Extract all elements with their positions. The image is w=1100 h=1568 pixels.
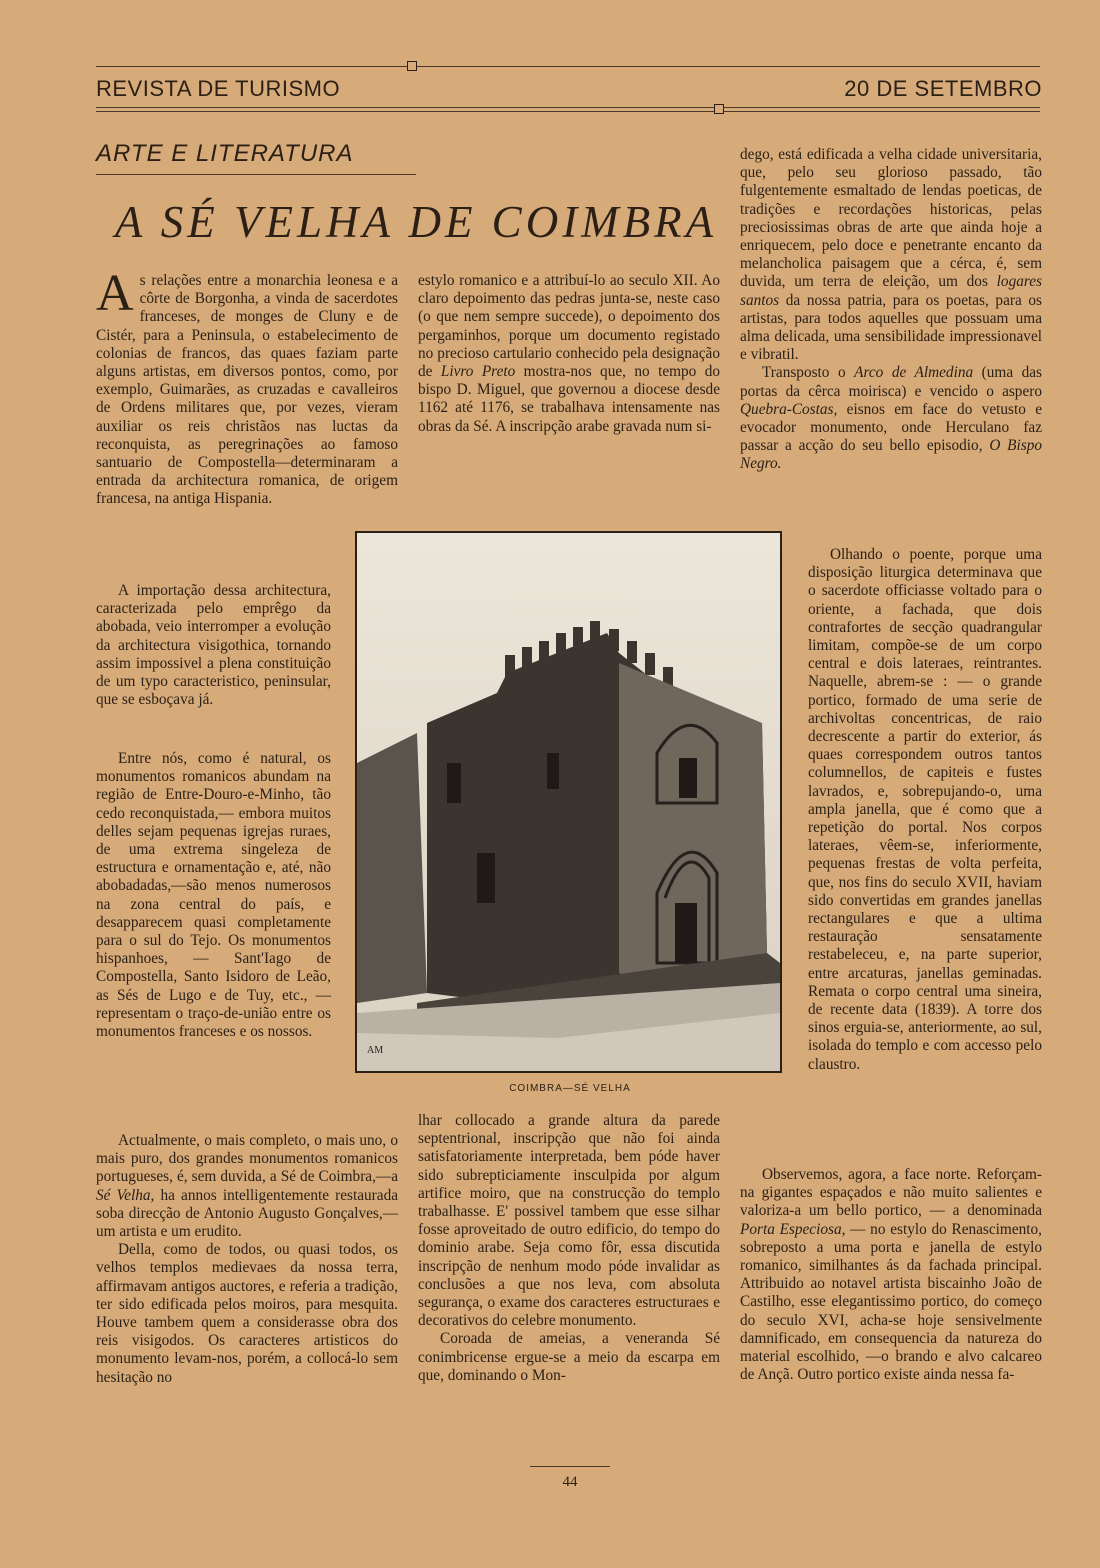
col3-paragraph-4a: Observemos, agora, a face norte. Reforçam-na gigantes espaçados e não muito salientes e valoriza-a um bello portico, — a denominada xyxy=(740,1166,1042,1220)
col3-paragraph-1c: da nossa patria, para os poetas, para os artistas, para todos aquelles que possuam uma alma delicada, uma sensibilidade impressionavel e vibratil. xyxy=(740,291,1042,364)
col1-paragraph-4c: ha annos intelligentemente restaurada soba direcção de Antonio Augusto Gonçalves,—um artista e um erudito. xyxy=(96,1186,399,1241)
header-bottom-ornament xyxy=(714,104,724,114)
section-heading: ARTE E LITERATURA xyxy=(96,140,354,167)
column-3-narrow xyxy=(808,546,1042,1074)
cathedral-photo xyxy=(355,531,782,1073)
col3-paragraph-2c: (uma das portas da cêrca moirisca) e vencido o aspero xyxy=(740,364,1043,400)
col1-paragraph-5: Della, como de todos, ou quasi todos, os velhos templos medievaes da nossa terra, affirmavam antigos auctores, e referia a tradição, ter sido edificada pelos moiros, para mesquita. Houve tambem quem a considerasse obra dos reis visigodos. Os caracteres artisticos do monumento levam-nos, porém, a collocá-lo sem hesitação no xyxy=(96,1241,398,1386)
column-1-narrow xyxy=(96,582,331,709)
drop-cap: A xyxy=(96,265,134,322)
col2-paragraph-1c: mostra-nos que, no tempo do bispo D. Miguel, que governou a diocese desde 1162 até 1176, se trabalhava intensamente nas obras da Sé. A inscripção arabe gravada num si- xyxy=(418,363,720,435)
column-3-bottom xyxy=(740,1166,1042,1384)
col3-paragraph-4c: — no estylo do Renascimento, sobreposto a uma porta e janella de estylo romanico, similhantes ás da fachada principal. Attribuido ao notavel artista biscainho João de Castilho, esse elegantissimo portico, do começo do seculo XVI, acha-se hoje sensivelmente damnificado, em consequencia da natureza do material escolhido, —o brando e alvo calcareo de Ançã. Outro portico existe ainda nessa fa- xyxy=(740,1220,1042,1384)
column-1-bottom xyxy=(96,1132,398,1387)
header-top-ornament xyxy=(407,61,417,71)
column-3-top xyxy=(740,146,1042,474)
page-number: 44 xyxy=(562,1474,578,1490)
col2-paragraph-1a: estylo romanico e a attribuí-lo ao seculo XII. Ao claro depoimento das pedras junta-se, neste caso (o que nem sempre succede), o depoimento dos pergaminhos, porque um documento registado no precioso cartulario conhecido pela designação de xyxy=(418,272,720,381)
col1-paragraph-4a: Actualmente, o mais completo, o mais uno, o mais puro, dos grandes monumentos romanicos portugueses, é, sem duvida, a Sé de Coimbra,—a xyxy=(96,1132,398,1186)
col3-paragraph-2e: eisnos em face do vetusto e evocador monumento, onde Herculano faz passar a acção do seu bello episodio, xyxy=(740,400,1042,455)
photo-signature: AM xyxy=(367,1045,384,1056)
header-top-rule xyxy=(96,66,1040,67)
col3-italic-bispo-negro: O Bispo Negro. xyxy=(740,437,1042,473)
header-bottom-rule xyxy=(96,107,1040,112)
column-1-top xyxy=(96,265,398,509)
col3-paragraph-2a: Transposto o xyxy=(762,364,846,382)
col1-paragraph-2: A importação dessa architectura, caracterizada pelo emprêgo da abobada, veio interromper a evolução da architectura visigothica, tornando assim impossivel a plena constituição de um typo caracteristico, peninsular, que se esboçava já. xyxy=(96,582,331,709)
col3-paragraph-3: Olhando o poente, porque uma disposição liturgica determinava que o sacerdote officiasse voltado para o oriente, a fachada, que dois contrafortes de secção quadrangular limitam, compõe-se de um corpo central e dois lateraes, reintrantes. Naquelle, abrem-se : — o grande portico, formado de uma serie de archivoltas concentricas, de raio decrescente a partir do exterior, ás quaes correspondem outros tantos columnellos, de capiteis e fustes lavrados, e, sobrepujando-o, uma ampla janella, que é como que a repetição do portal. Nos corpos lateraes, vêem-se, inferiormente, pequenas frestas de volta perfeita, que, nos fins do seculo XVII, haviam sido convertidas em grandes janellas rectangulares e que a ultima restauração sensatamente restabeleceu, e, na parte superior, entre arcaturas, janellas geminadas. Rematа o corpo central uma sineira, de recente data (1839). A torre dos sinos erguia-se, anteriormente, ao sul, isolada do templo e com accesso pelo claustro. xyxy=(808,546,1042,1073)
header-magazine-title: REVISTA DE TURISMO xyxy=(96,76,341,101)
cathedral-illustration xyxy=(357,533,780,1071)
col3-italic-quebra-costas: Quebra-Costas, xyxy=(740,400,838,418)
header-date: 20 DE SETEMBRO xyxy=(844,76,1042,101)
section-underline xyxy=(96,174,416,175)
col3-italic-porta-especiosa: Porta Especiosa, xyxy=(740,1220,846,1238)
column-2-top xyxy=(418,272,720,436)
column-1-narrow-2 xyxy=(96,750,331,1041)
col3-paragraph-1a: dego, está edificada a velha cidade universitaria, que, pelo seu glorioso passado, tão fulgentemente esmaltado de lendas poeticas, de tradições e recordações historicas, pelas preciosissimas obras de arte que ainda hoje a enriquecem, pelo doce e penetrante encanto da melancholica paisagem que a cérca, é, sem duvida, um terra de eleição, um dos xyxy=(740,146,1042,291)
footer-rule xyxy=(530,1466,610,1467)
col2-paragraph-3: Coroada de ameias, a veneranda Sé conimbricense ergue-se a meio da escarpa em que, dominando o Mon- xyxy=(418,1330,720,1384)
col3-italic-logares-santos: logares santos xyxy=(740,273,1042,309)
column-2-bottom xyxy=(418,1112,720,1385)
article-title: A SÉ VELHA DE COIMBRA xyxy=(114,197,718,247)
col2-italic-livro-preto: Livro Preto xyxy=(440,363,516,381)
photo-caption: COIMBRA—SÉ VELHA xyxy=(509,1083,631,1094)
col1-paragraph-4-italic: Sé Velha, xyxy=(96,1186,155,1204)
col1-paragraph-1-part: s relações entre a monarchia leonesa e a côrte de Borgonha, a vinda de sacerdotes franceses, de monges de Cluny e de Cistér, para a Peninsula, o estabelecimento de colonias de francos, das quaes faziam parte alguns artistas, em diversos pontos, como, por exemplo, Guimarães, as cruzadas e cavalleiros de Ordens militares que, por vezes, vieram auxiliar os reis christãos nas luctas da reconquista, as peregrinações ao famoso santuario de Compostella—determinaram a entrada da architectura romanica, de origem francesa, na antiga Hispania. xyxy=(96,272,398,508)
col3-italic-arco: Arco de Almedina xyxy=(854,364,974,382)
col2-paragraph-2: lhar collocado a grande altura da parede septentrional, inscripção que não foi ainda satisfatoriamente interpretada, bem póde haver sido subrepticiamente insculpida por algum artifice moiro, que na construcção do templo trabalhasse. E' possivel tambem que esse silhar fosse aproveitado de outro edificio, do tempo do dominio arabe. Seja como fôr, essa discutida inscripção de nenhum modo póde invalidar as conclusões a que nos leva, com absoluta segurança, o exame dos caracteres estructuraes e decorativos do celebre monumento. xyxy=(418,1112,720,1330)
col1-paragraph-3: Entre nós, como é natural, os monumentos romanicos abundam na região de Entre-Douro-e-Minho, tão cedo reconquistada,— embora muitos delles sejam pequenas igrejas ruraes, de uma extrema singeleza de estructura e ornamentação e, até, não abobadadas,—são menos numerosos na zona central do país, e desapparecem quasi completamente para o sul do Tejo. Os monumentos hispanhoes, — Sant'Iago de Compostella, Santo Isidoro de Leão, as Sés de Lugo e de Tuy, etc., — representam o traço-de-união entre os monumentos franceses e os nossos. xyxy=(96,750,331,1041)
